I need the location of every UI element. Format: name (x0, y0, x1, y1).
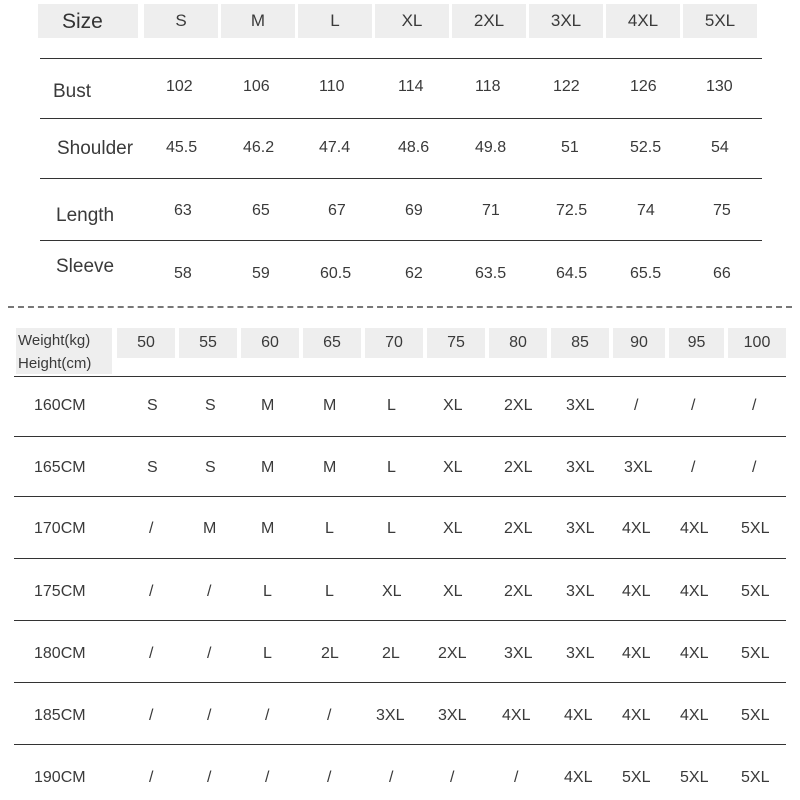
size-recommendation: / (265, 707, 270, 724)
size-recommendation: / (691, 397, 696, 414)
size-recommendation: 3XL (376, 707, 405, 724)
weight-header-cell (669, 328, 724, 358)
table-divider (40, 58, 762, 59)
table-divider (40, 240, 762, 241)
size-recommendation: 5XL (741, 769, 770, 786)
size-header-cell (529, 4, 603, 38)
size-recommendation: 4XL (564, 769, 593, 786)
measurement-value: 122 (553, 78, 580, 95)
size-header-value: M (250, 11, 266, 30)
weight-header-cell (489, 328, 547, 358)
height-row-175 (0, 563, 800, 625)
height-label: 180CM (34, 645, 86, 662)
measurement-value: 47.4 (319, 139, 351, 156)
weight-header-cell (427, 328, 485, 358)
size-recommendation: 4XL (680, 583, 709, 600)
size-recommendation: 5XL (680, 769, 709, 786)
measurement-value: 106 (243, 78, 270, 95)
measurement-value: 54 (711, 139, 729, 156)
weight-header-cell (551, 328, 609, 358)
measurement-value: 130 (706, 78, 733, 95)
size-recommendation: 3XL (504, 645, 533, 662)
measurement-row-bust (0, 60, 800, 122)
size-recommendation: M (323, 397, 337, 414)
weight-value: 75 (447, 334, 465, 351)
size-recommendation: 5XL (741, 645, 770, 662)
size-recommendation: M (323, 459, 337, 476)
measurement-value: 48.6 (398, 139, 430, 156)
measurement-label: Shoulder (57, 138, 134, 159)
size-header-cell (606, 4, 680, 38)
size-recommendation: 3XL (566, 645, 595, 662)
measurement-value: 75 (713, 202, 731, 219)
size-recommendation: / (149, 769, 154, 786)
size-recommendation: S (147, 397, 158, 414)
measurement-value: 69 (405, 202, 423, 219)
weight-header-row (0, 325, 800, 377)
measurement-value: 110 (319, 78, 345, 95)
size-recommendation: / (207, 645, 212, 662)
height-row-165 (0, 440, 800, 502)
size-recommendation: M (261, 459, 275, 476)
height-label: 190CM (34, 769, 86, 786)
weight-label: Weight(kg) (18, 332, 91, 349)
size-recommendation: 4XL (564, 707, 593, 724)
size-recommendation: / (207, 707, 212, 724)
size-recommendation: 3XL (438, 707, 467, 724)
measurement-row-length (0, 180, 800, 242)
size-recommendation: 4XL (502, 707, 531, 724)
weight-value: 50 (137, 334, 155, 351)
measurement-value: 67 (328, 202, 346, 219)
table-divider (14, 496, 786, 497)
size-recommendation: / (634, 397, 639, 414)
measurement-value: 65.5 (630, 265, 662, 282)
height-row-180 (0, 625, 800, 687)
size-recommendation: / (752, 459, 757, 476)
size-recommendation: 2L (321, 645, 339, 662)
measurement-value: 62 (405, 265, 423, 282)
table-divider (40, 178, 762, 179)
height-label: 160CM (34, 397, 86, 414)
measurement-value: 118 (475, 78, 501, 95)
measurement-value: 72.5 (556, 202, 588, 219)
size-recommendation: S (147, 459, 158, 476)
size-recommendation: S (205, 397, 216, 414)
measurement-label: Sleeve (56, 256, 115, 277)
size-recommendation: / (149, 520, 154, 537)
size-recommendation: / (207, 583, 212, 600)
weight-header-cell (117, 328, 175, 358)
weight-height-label-cell (16, 328, 112, 374)
height-row-185 (0, 687, 800, 749)
weight-value: 70 (385, 334, 403, 351)
size-recommendation: L (263, 583, 272, 600)
measurement-value: 71 (482, 202, 500, 219)
height-label: Height(cm) (18, 355, 92, 372)
measurement-value: 65 (252, 202, 270, 219)
size-header-value: 3XL (550, 11, 582, 30)
size-recommendation: / (207, 769, 212, 786)
size-recommendation: XL (443, 520, 463, 537)
size-recommendation: 5XL (622, 769, 651, 786)
size-header-cell (221, 4, 295, 38)
height-label: 185CM (34, 707, 86, 724)
height-label: 170CM (34, 520, 86, 537)
size-recommendation: 2L (382, 645, 400, 662)
weight-header-cell (365, 328, 423, 358)
weight-value: 60 (261, 334, 279, 351)
size-recommendation: 3XL (566, 520, 595, 537)
size-header-value: L (330, 11, 340, 30)
size-header-value: 5XL (704, 11, 736, 30)
measurement-value: 64.5 (556, 265, 588, 282)
size-recommendation: 4XL (680, 707, 709, 724)
weight-header-cell (241, 328, 299, 358)
size-recommendation: M (203, 520, 217, 537)
size-header-row (0, 0, 800, 44)
weight-value: 95 (687, 334, 706, 351)
height-row-160 (0, 378, 800, 440)
size-recommendation: / (327, 707, 332, 724)
size-recommendation: 2XL (504, 583, 533, 600)
size-recommendation: S (205, 459, 216, 476)
weight-value: 55 (199, 334, 217, 351)
size-recommendation: 2XL (438, 645, 467, 662)
measurement-value: 63.5 (475, 265, 507, 282)
size-recommendation: 2XL (504, 520, 533, 537)
table-divider (14, 620, 786, 621)
size-recommendation: / (149, 583, 154, 600)
measurement-value: 51 (561, 139, 579, 156)
size-header-cell (144, 4, 218, 38)
size-recommendation: / (450, 769, 455, 786)
size-recommendation: 4XL (622, 645, 651, 662)
weight-value: 90 (630, 334, 648, 351)
table-divider (14, 436, 786, 437)
measurement-value: 126 (630, 78, 657, 95)
size-recommendation: L (325, 520, 334, 537)
size-header-value: S (175, 11, 187, 30)
size-recommendation: / (389, 769, 394, 786)
size-recommendation: 5XL (741, 707, 770, 724)
measurement-row-sleeve (0, 242, 800, 304)
size-recommendation: XL (382, 583, 402, 600)
size-recommendation: 4XL (622, 707, 651, 724)
size-recommendation: L (325, 583, 334, 600)
weight-header-cell (613, 328, 665, 358)
measurement-value: 63 (174, 202, 192, 219)
size-recommendation: 2XL (504, 397, 533, 414)
size-recommendation: 3XL (624, 459, 653, 476)
measurement-row-shoulder (0, 120, 800, 182)
weight-value: 100 (743, 334, 771, 351)
size-recommendation: L (387, 520, 396, 537)
height-label: 175CM (34, 583, 86, 600)
weight-value: 85 (571, 334, 589, 351)
measurement-value: 52.5 (630, 139, 662, 156)
size-recommendation: / (149, 707, 154, 724)
size-recommendation: M (261, 397, 275, 414)
measurement-value: 58 (174, 265, 192, 282)
measurement-label: Bust (53, 81, 92, 102)
size-recommendation: 4XL (622, 583, 651, 600)
size-recommendation: L (387, 397, 396, 414)
weight-header-cell (179, 328, 237, 358)
size-recommendation: 3XL (566, 459, 595, 476)
weight-value: 80 (509, 334, 527, 351)
size-recommendation: 2XL (504, 459, 533, 476)
weight-value: 65 (323, 334, 341, 351)
size-recommendation: XL (443, 397, 463, 414)
size-recommendation: 4XL (680, 645, 709, 662)
size-recommendation: / (149, 645, 154, 662)
size-recommendation: / (514, 769, 519, 786)
size-header-value: XL (401, 11, 423, 30)
table-divider (14, 376, 786, 377)
measurement-value: 59 (252, 265, 270, 282)
measurement-value: 60.5 (320, 265, 352, 282)
height-row-170 (0, 501, 800, 563)
size-recommendation: / (691, 459, 696, 476)
size-recommendation: L (263, 645, 272, 662)
measurement-value: 74 (637, 202, 655, 219)
table-divider (14, 744, 786, 745)
size-recommendation: / (327, 769, 332, 786)
size-recommendation: L (387, 459, 396, 476)
size-recommendation: 5XL (741, 520, 770, 537)
weight-header-cell (303, 328, 361, 358)
measurement-value: 49.8 (475, 139, 507, 156)
size-recommendation: 4XL (680, 520, 709, 537)
size-recommendation: 3XL (566, 583, 595, 600)
size-header-label-cell (38, 4, 138, 38)
size-header-cell (298, 4, 372, 38)
size-header-value: 2XL (473, 11, 505, 30)
measurement-value: 66 (713, 265, 731, 282)
size-header-value: 4XL (627, 11, 659, 30)
table-divider (14, 682, 786, 683)
size-header-label: Size (62, 10, 103, 33)
measurement-value: 114 (398, 78, 424, 95)
table-divider (14, 558, 786, 559)
height-label: 165CM (34, 459, 86, 476)
weight-header-cell (728, 328, 786, 358)
measurement-value: 102 (166, 78, 193, 95)
size-header-cell (683, 4, 757, 38)
size-recommendation: XL (443, 583, 463, 600)
size-header-cell (375, 4, 449, 38)
size-recommendation: XL (443, 459, 463, 476)
size-header-cell (452, 4, 526, 38)
size-recommendation: / (265, 769, 270, 786)
height-row-190 (0, 749, 800, 800)
size-recommendation: 3XL (566, 397, 595, 414)
size-recommendation: / (752, 397, 757, 414)
size-recommendation: M (261, 520, 275, 537)
measurement-label: Length (56, 205, 115, 226)
table-divider (40, 118, 762, 119)
section-divider (8, 306, 792, 308)
measurement-value: 45.5 (166, 139, 198, 156)
size-recommendation: 5XL (741, 583, 770, 600)
measurement-value: 46.2 (243, 139, 275, 156)
size-recommendation: 4XL (622, 520, 651, 537)
